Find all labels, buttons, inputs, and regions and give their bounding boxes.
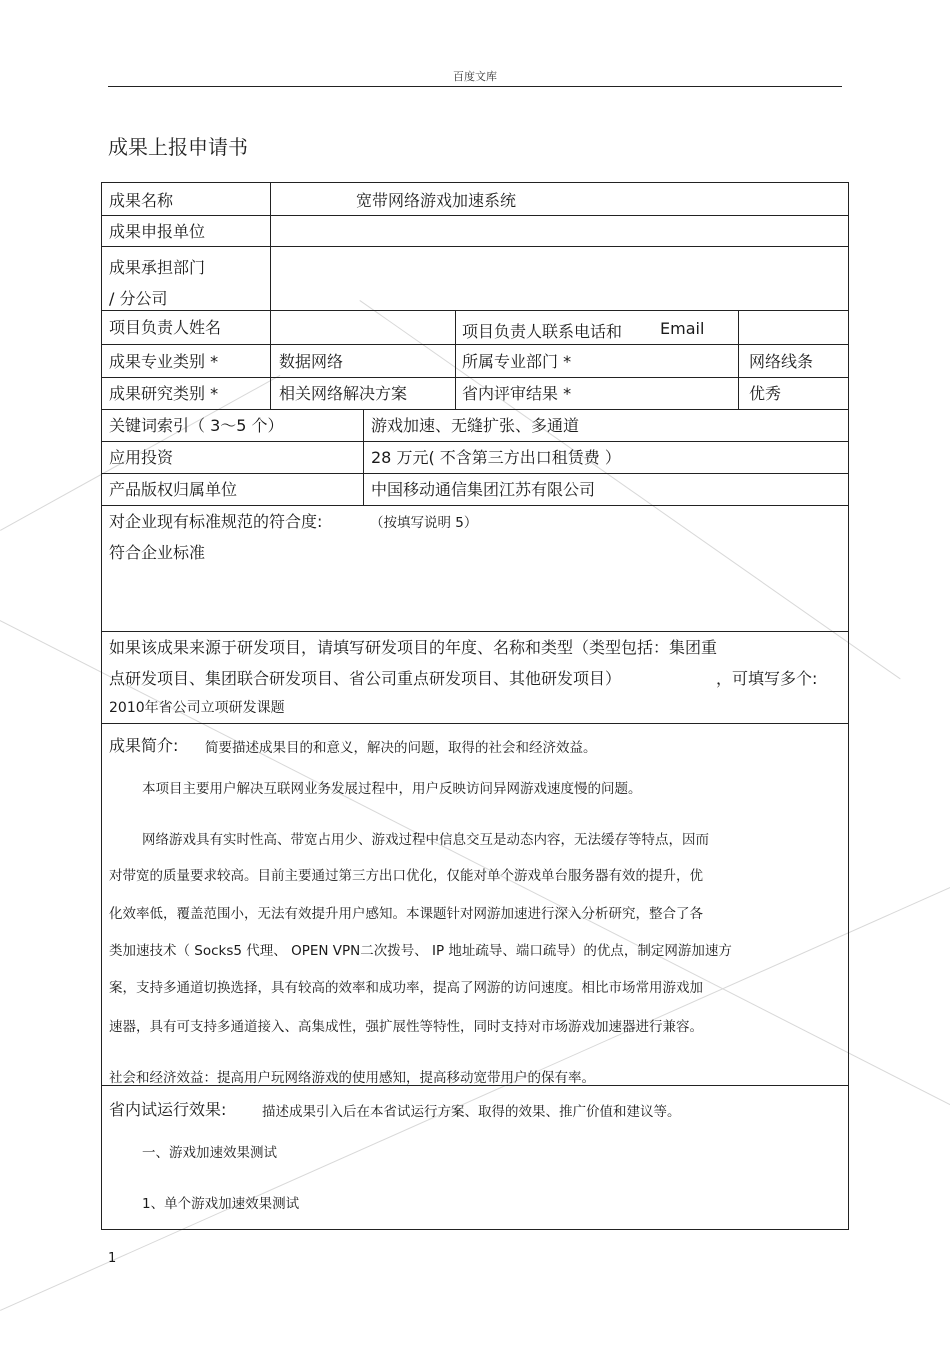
summary-paragraph-2-line: 速器，具有可支持多通道接入、高集成性，强扩展性等特性，同时支持对市场游戏加速器进行兼容。 [109,1019,703,1035]
value-copyright-owner: 中国移动通信集团江苏有限公司 [371,480,596,499]
summary-paragraph-2-line: 网络游戏具有实时性高、带宽占用少、游戏过程中信息交互是动态内容，无法缓存等特点，因而 [142,832,709,848]
document-title: 成果上报申请书 [108,135,248,159]
page-number: 1 [108,1251,117,1266]
value-keywords: 游戏加速、无缝扩张、多通道 [371,416,580,435]
summary-paragraph-2-line: 案，支持多通道切换选择，具有较高的效率和成功率，提高了网游的访问速度。相比市场常用游戏加 [109,980,703,996]
application-form-table [101,182,849,1230]
label-summary: 成果简介: [109,736,179,755]
rnd-instruction-line1: 如果该成果来源于研发项目，请填写研发项目的年度、名称和类型（类型包括：集团重 [109,638,718,657]
label-review-result: 省内评审结果 * [462,384,572,403]
value-specialty-dept: 网络线条 [749,352,814,371]
summary-paragraph-2-line: 化效率低，覆盖范围小，无法有效提升用户感知。本课题针对网游加速进行深入分析研究，整合了各 [109,906,703,922]
label-leader-email: Email [660,319,705,338]
header-rule [108,86,842,87]
label-standard-compliance: 对企业现有标准规范的符合度: [109,512,323,531]
page-header: 百度文库 [453,70,497,83]
value-standard-compliance: 符合企业标准 [109,543,206,562]
compliance-hint: （按填写说明 5） [370,515,478,531]
value-rnd-project: 2010年省公司立项研发课题 [109,700,285,716]
value-research-category: 相关网络解决方案 [279,384,408,403]
summary-paragraph-2-line: 对带宽的质量要求较高。目前主要通过第三方出口优化，仅能对单个游戏单台服务器有效的提升，优 [109,868,703,884]
label-undertaking-dept: 成果承担部门 [109,258,206,277]
label-specialty-category: 成果专业类别 * [109,352,219,371]
label-investment: 应用投资 [109,448,174,467]
label-keywords: 关键词索引（ 3～5 个） [109,416,284,435]
label-project-name: 成果名称 [109,191,174,210]
summary-hint: 简要描述成果目的和意义，解决的问题，取得的社会和经济效益。 [205,740,597,756]
value-investment: 28 万元( 不含第三方出口租赁费 ） [371,448,621,467]
label-specialty-dept: 所属专业部门 * [462,352,572,371]
label-leader-contact: 项目负责人联系电话和 [462,322,623,341]
label-copyright-owner: 产品版权归属单位 [109,480,238,499]
summary-benefits: 社会和经济效益：提高用户玩网络游戏的使用感知，提高移动宽带用户的保有率。 [109,1070,595,1086]
value-project-name: 宽带网络游戏加速系统 [356,191,517,210]
label-trial-results: 省内试运行效果: [109,1100,227,1119]
rnd-instruction-line2-tail: ，可填写多个: [716,669,818,688]
trial-section-1: 一、游戏加速效果测试 [142,1145,277,1161]
value-specialty-category: 数据网络 [279,352,344,371]
label-leader-name: 项目负责人姓名 [109,318,222,337]
trial-subsection-1: 1、单个游戏加速效果测试 [142,1196,300,1212]
rnd-instruction-line2: 点研发项目、集团联合研发项目、省公司重点研发项目、其他研发项目） [109,669,622,688]
trial-hint: 描述成果引入后在本省试运行方案、取得的效果、推广价值和建议等。 [262,1104,681,1120]
value-review-result: 优秀 [749,384,782,403]
label-branch: / 分公司 [109,289,168,308]
label-reporting-unit: 成果申报单位 [109,222,206,241]
summary-paragraph-1: 本项目主要用户解决互联网业务发展过程中，用户反映访问异网游戏速度慢的问题。 [142,781,642,797]
label-research-category: 成果研究类别 * [109,384,219,403]
summary-paragraph-2-line: 类加速技术（ Socks5 代理、 OPEN VPN二次拨号、 IP 地址疏导、端口疏导）的优点，制定网游加速方 [109,943,732,959]
